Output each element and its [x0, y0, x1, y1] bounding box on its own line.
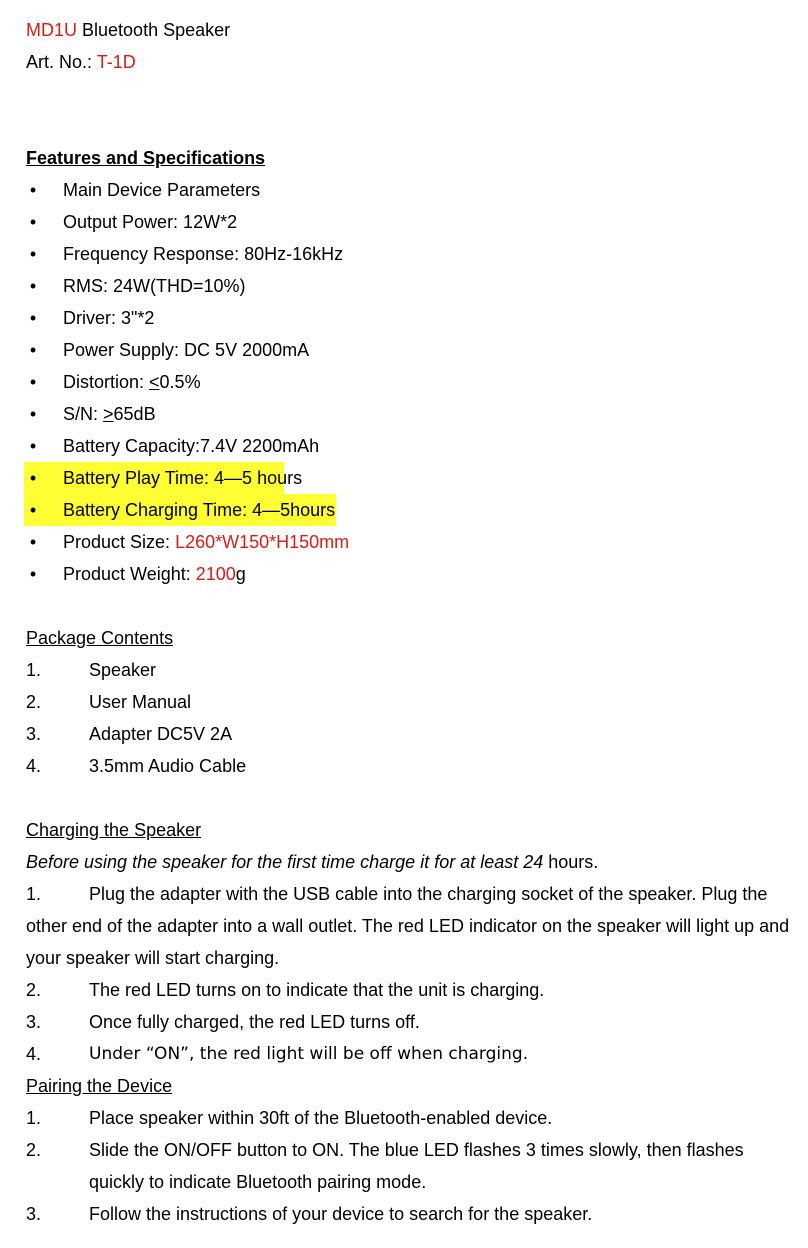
- list-item: [26, 430, 796, 462]
- spec-rms: RMS: 24W(THD=10%): [63, 276, 246, 296]
- charging-step-4: [26, 1038, 796, 1070]
- size-value: L260*W150*H150mm: [175, 532, 350, 552]
- bullet-icon: •: [29, 212, 37, 232]
- step-number: 1.: [26, 884, 42, 904]
- charging-step-2: [26, 974, 796, 1006]
- pairing-step-2: [26, 1134, 796, 1198]
- spec-charging-time: Battery Charging Time: 4—5hours: [63, 500, 336, 520]
- sn-value: 65dB: [113, 404, 156, 424]
- bullet-icon: •: [29, 340, 37, 360]
- list-item: [26, 302, 796, 334]
- spec-size: [63, 526, 349, 558]
- charging-step-1: [26, 878, 796, 974]
- pairing-step-1: [26, 1102, 796, 1134]
- bullet-icon: •: [29, 436, 37, 456]
- features-heading: Features and Specifications: [26, 148, 266, 168]
- step-text: Follow the instructions of your device to search for the speaker.: [89, 1204, 593, 1224]
- distortion-label: Distortion:: [63, 372, 150, 392]
- distortion-symbol: <: [149, 372, 160, 392]
- size-label: Product Size:: [63, 532, 176, 552]
- item-text: Speaker: [89, 660, 157, 680]
- list-item: [26, 750, 796, 782]
- list-item-highlighted: [26, 494, 796, 526]
- step-text-line: your speaker will start charging.: [26, 948, 280, 968]
- charging-heading: Charging the Speaker: [26, 820, 202, 840]
- charging-intro: [26, 846, 796, 878]
- spec-driver: Driver: 3"*2: [63, 308, 155, 328]
- list-item: [26, 238, 796, 270]
- list-item: [26, 398, 796, 430]
- article-value: T-1D: [96, 52, 136, 72]
- list-item-highlighted: [26, 462, 796, 494]
- list-item: [26, 206, 796, 238]
- model-code: MD1U: [26, 20, 78, 40]
- product-name: Bluetooth Speaker: [77, 20, 231, 40]
- spec-battery: Battery Capacity:7.4V 2200mAh: [63, 436, 320, 456]
- distortion-value: 0.5%: [159, 372, 201, 392]
- spec-power: Power Supply: DC 5V 2000mA: [63, 340, 310, 360]
- item-number: 2.: [26, 692, 42, 712]
- step-text: The red LED turns on to indicate that the unit is charging.: [89, 980, 545, 1000]
- list-item: [26, 558, 796, 590]
- bullet-icon: •: [29, 276, 37, 296]
- step-number: 2.: [26, 1140, 42, 1160]
- pairing-step-3: [26, 1198, 796, 1230]
- bullet-icon: •: [29, 244, 37, 264]
- weight-label: Product Weight:: [63, 564, 196, 584]
- spec-sn: [63, 398, 156, 430]
- item-text: User Manual: [89, 692, 192, 712]
- sn-label: S/N:: [63, 404, 104, 424]
- bullet-icon: •: [29, 468, 37, 488]
- spec-play-time: Battery Play Time: 4—5 hours: [63, 468, 303, 488]
- step-text-line: Plug the adapter with the USB cable into the charging socket of the speaker. Plug the: [89, 884, 768, 904]
- step-number: 3.: [26, 1204, 42, 1224]
- weight-unit: g: [235, 564, 246, 584]
- pairing-heading: Pairing the Device: [26, 1076, 173, 1096]
- list-item: [26, 270, 796, 302]
- spec-distortion: [63, 366, 201, 398]
- sn-symbol: >: [103, 404, 114, 424]
- item-number: 1.: [26, 660, 42, 680]
- weight-value: 2100: [195, 564, 236, 584]
- spec-frequency: Frequency Response: 80Hz-16kHz: [63, 244, 344, 264]
- charging-step-3: [26, 1006, 796, 1038]
- product-title: [26, 14, 796, 46]
- list-item: [26, 654, 796, 686]
- bullet-icon: •: [29, 500, 37, 520]
- bullet-icon: •: [29, 564, 37, 584]
- step-text: Once fully charged, the red LED turns off.: [89, 1012, 420, 1032]
- item-number: 4.: [26, 756, 42, 776]
- list-item: [26, 686, 796, 718]
- list-item: [26, 174, 796, 206]
- charging-intro-rest: hours.: [543, 852, 599, 872]
- list-item: [26, 718, 796, 750]
- bullet-icon: •: [29, 180, 37, 200]
- item-number: 3.: [26, 724, 42, 744]
- bullet-icon: •: [29, 308, 37, 328]
- spec-weight: [63, 558, 246, 590]
- bullet-icon: •: [29, 404, 37, 424]
- step-text: Under “ON”, the red light will be off when charging.: [89, 1044, 529, 1064]
- step-number: 4.: [26, 1044, 42, 1064]
- step-number: 2.: [26, 980, 42, 1000]
- article-label: Art. No.:: [26, 52, 97, 72]
- list-item: [26, 366, 796, 398]
- spec-output: Output Power: 12W*2: [63, 212, 238, 232]
- bullet-icon: •: [29, 532, 37, 552]
- item-text: Adapter DC5V 2A: [89, 724, 233, 744]
- step-number: 3.: [26, 1012, 42, 1032]
- item-text: 3.5mm Audio Cable: [89, 756, 247, 776]
- spec-main: Main Device Parameters: [63, 180, 261, 200]
- document-page: [26, 14, 796, 1230]
- package-heading: Package Contents: [26, 628, 174, 648]
- step-text-line: quickly to indicate Bluetooth pairing mode.: [89, 1172, 427, 1192]
- bullet-icon: •: [29, 372, 37, 392]
- step-number: 1.: [26, 1108, 42, 1128]
- step-text-line: other end of the adapter into a wall outlet. The red LED indicator on the speaker will light up and: [26, 916, 790, 936]
- charging-intro-italic: Before using the speaker for the first time charge it for at least 24: [26, 852, 544, 872]
- list-item: [26, 526, 796, 558]
- list-item: [26, 334, 796, 366]
- step-text-line: Slide the ON/OFF button to ON. The blue LED flashes 3 times slowly, then flashes: [89, 1140, 744, 1160]
- step-text: Place speaker within 30ft of the Bluetooth-enabled device.: [89, 1108, 553, 1128]
- article-number: [26, 46, 796, 78]
